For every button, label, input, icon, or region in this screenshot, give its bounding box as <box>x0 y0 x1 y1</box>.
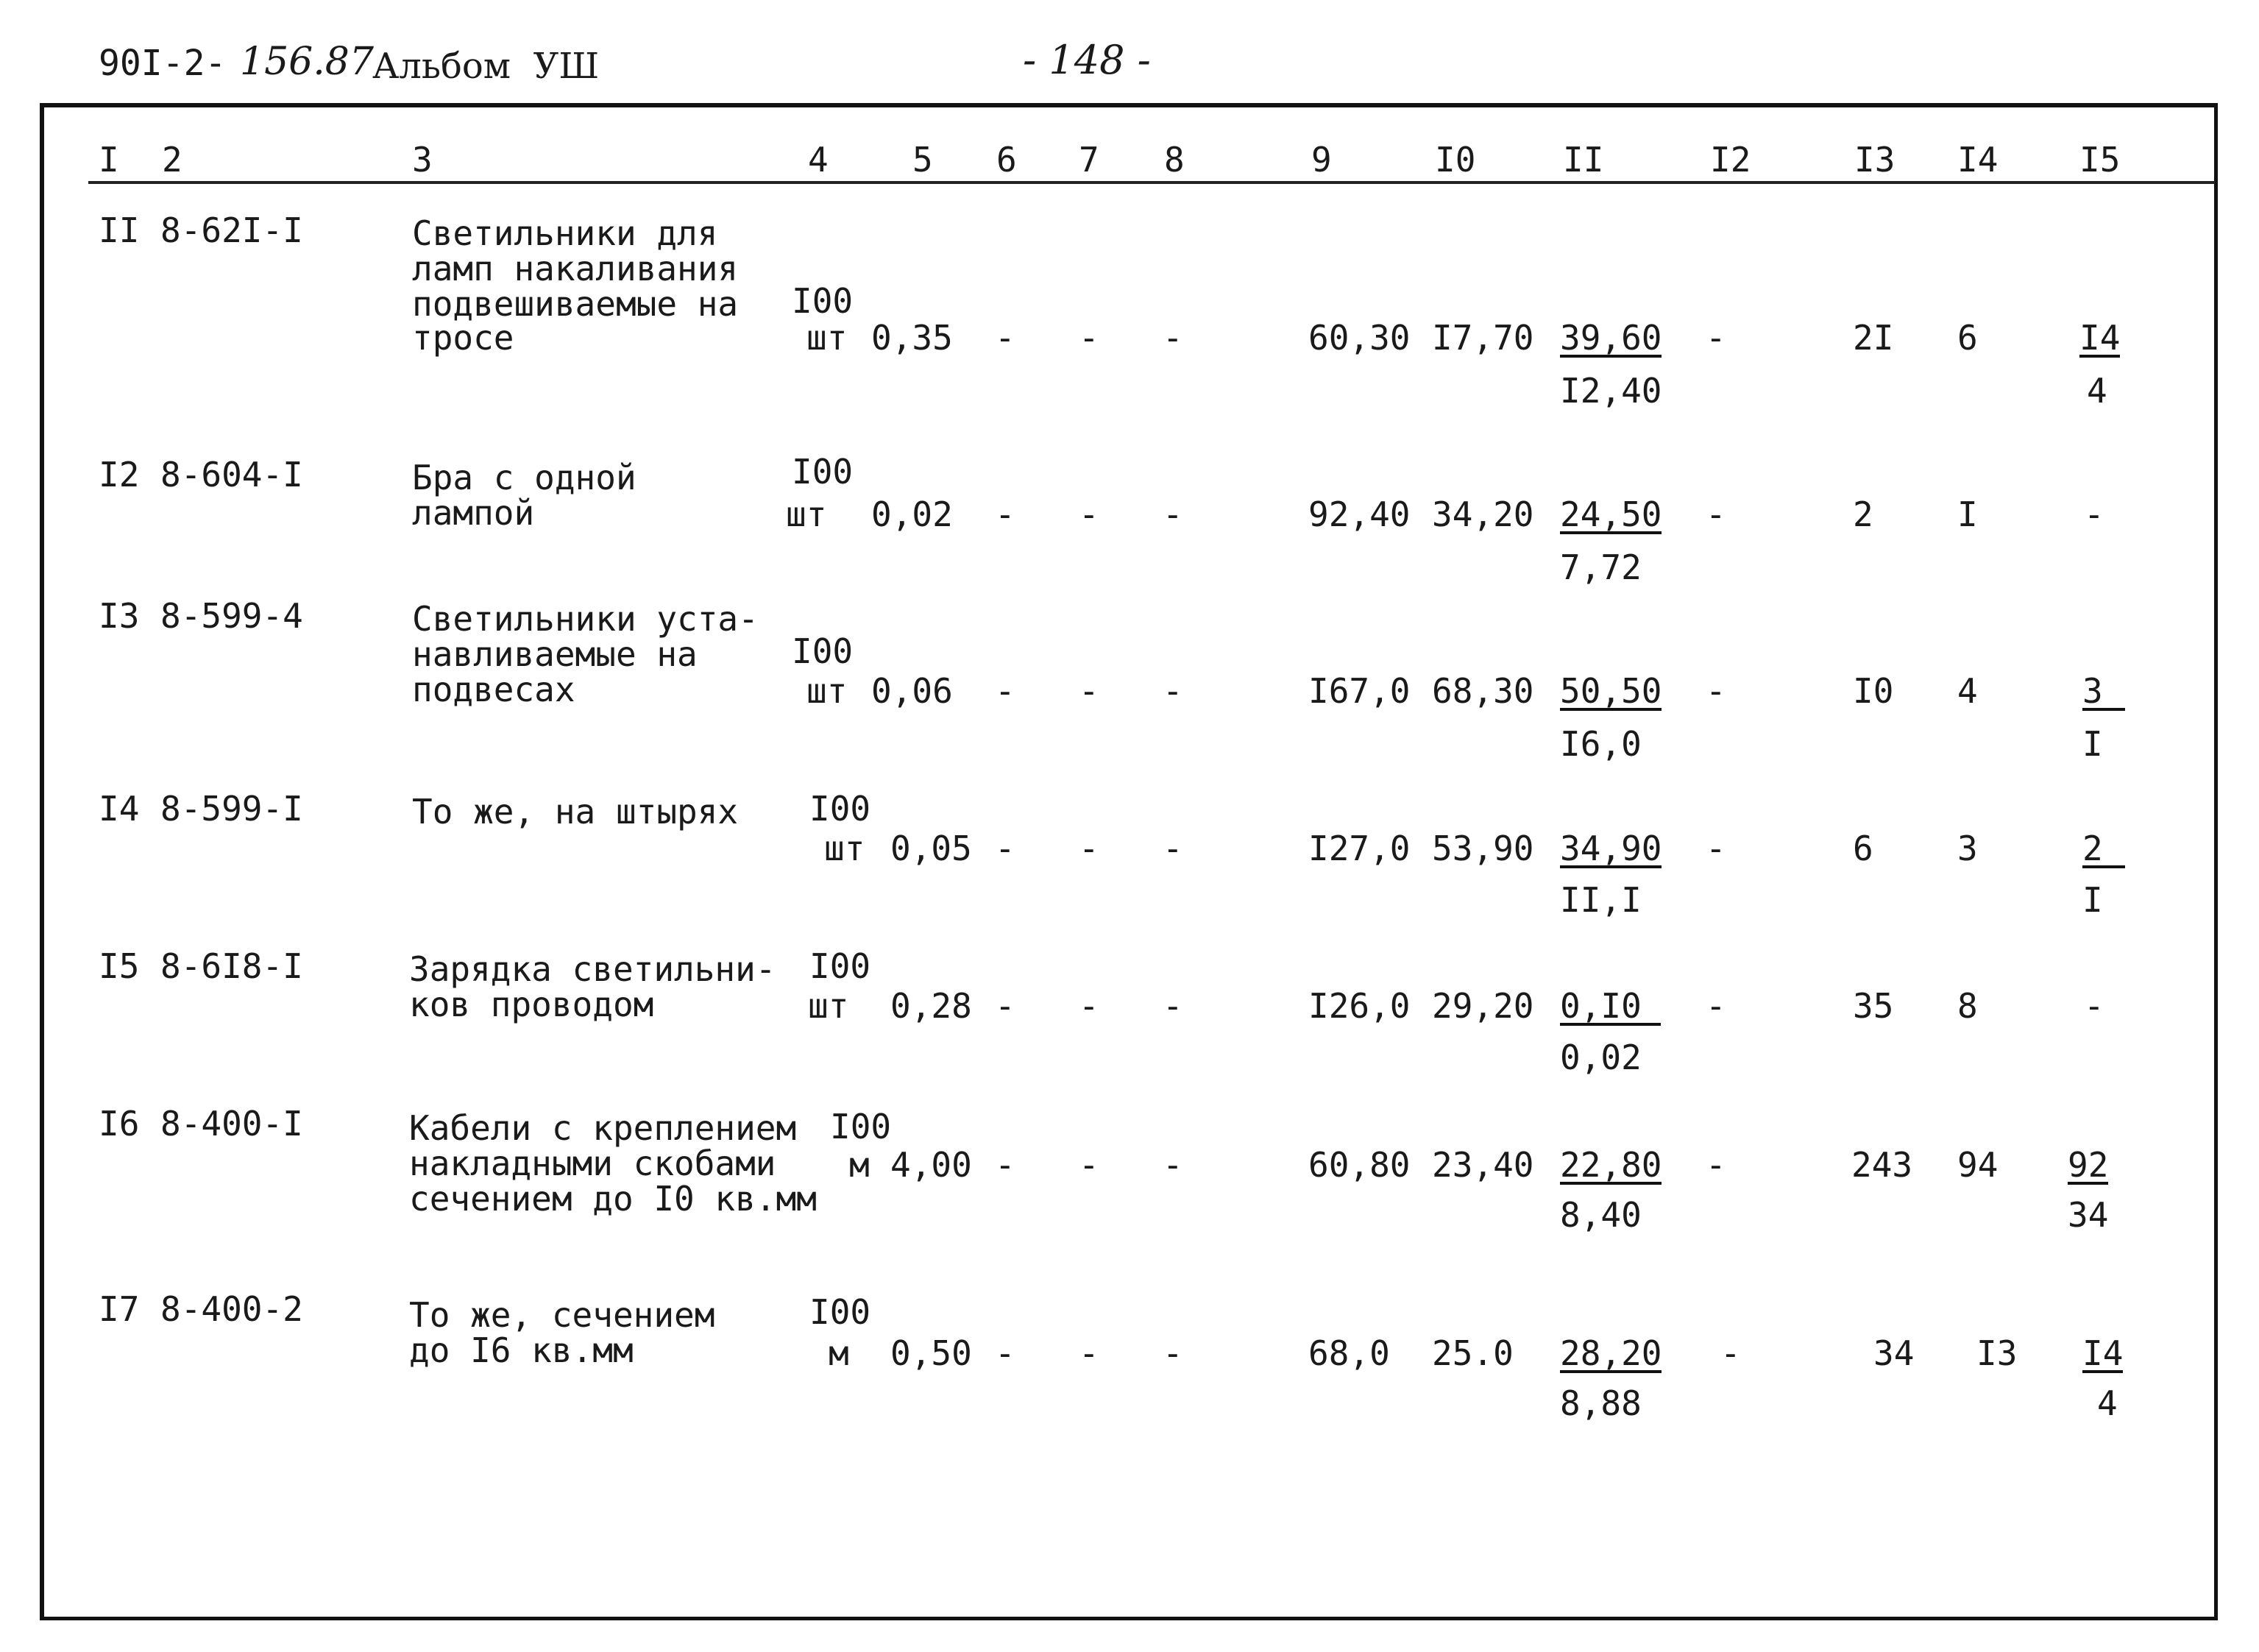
value-col15-bottom: 4 <box>2087 371 2107 411</box>
value-col9: I27,0 <box>1308 829 1411 868</box>
dash-cell: - <box>1706 494 1726 534</box>
dash-cell: - <box>1079 986 1099 1026</box>
dash-cell: - <box>1079 671 1099 711</box>
unit-base: I00 <box>830 1107 892 1146</box>
unit-name: м <box>849 1145 870 1185</box>
description-line: сечением до I0 кв.мм <box>409 1179 817 1219</box>
col-header: 5 <box>912 140 933 180</box>
value-col11-bottom: 8,40 <box>1560 1195 1642 1235</box>
value-col15-bottom: 34 <box>2068 1195 2109 1235</box>
dash-cell: - <box>1079 1333 1099 1373</box>
value-col15-bottom: I <box>2082 880 2103 920</box>
value-col14: 4 <box>1957 671 1978 711</box>
value-col9: 92,40 <box>1308 494 1411 534</box>
dash-cell: - <box>1163 494 1183 534</box>
dash-cell: - <box>2084 986 2104 1026</box>
unit-name: шт <box>806 671 848 711</box>
col-header: 6 <box>996 140 1017 180</box>
value-col10: 29,20 <box>1432 986 1534 1026</box>
rate-code: 8-599-4 <box>160 596 303 636</box>
description-line: Бра с одной <box>412 458 636 497</box>
col-header: 7 <box>1079 140 1099 180</box>
dash-cell: - <box>2084 494 2104 534</box>
dash-cell: - <box>1706 986 1726 1026</box>
description-line: подвесах <box>412 670 575 709</box>
unit-name: м <box>829 1333 849 1373</box>
unit-base: I00 <box>809 789 871 829</box>
value-col15-bottom: 4 <box>2097 1383 2118 1423</box>
value-col14: 94 <box>1957 1145 1999 1185</box>
description-line: Светильники уста- <box>412 599 759 639</box>
description-line: накладными скобами <box>409 1144 776 1183</box>
value-col10: I7,70 <box>1432 318 1534 358</box>
description-line: То же, сечением <box>409 1295 715 1335</box>
description-line: тросе <box>412 318 514 358</box>
dash-cell: - <box>995 986 1015 1026</box>
row-number: II <box>99 210 140 250</box>
rate-code: 8-599-I <box>160 789 303 829</box>
col-header: I5 <box>2079 140 2121 180</box>
value-col9: 60,80 <box>1308 1145 1411 1185</box>
quantity: 0,28 <box>890 986 972 1026</box>
unit-base: I00 <box>809 1292 871 1332</box>
dash-cell: - <box>995 318 1015 358</box>
dash-cell: - <box>1163 986 1183 1026</box>
col-header: II <box>1563 140 1604 180</box>
value-col11-top: 22,80 <box>1560 1145 1662 1185</box>
value-col11-top: 50,50 <box>1560 671 1662 711</box>
dash-cell: - <box>1079 1145 1099 1185</box>
unit-name: шт <box>808 986 849 1026</box>
quantity: 4,00 <box>890 1145 972 1185</box>
row-number: I4 <box>99 789 140 829</box>
row-number: I3 <box>99 596 140 636</box>
dash-cell: - <box>1079 829 1099 868</box>
dash-cell: - <box>1706 318 1726 358</box>
value-col14: 8 <box>1957 986 1978 1026</box>
col-header: I3 <box>1854 140 1895 180</box>
value-col15-top: 2 <box>2082 832 2125 868</box>
value-col11-top: 24,50 <box>1560 494 1662 534</box>
quantity: 0,50 <box>890 1333 972 1373</box>
col-header: I2 <box>1710 140 1751 180</box>
row-number: I7 <box>99 1289 140 1329</box>
value-col11-bottom: II,I <box>1560 880 1642 920</box>
rate-code: 8-400-I <box>160 1104 303 1144</box>
col-header: 9 <box>1311 140 1332 180</box>
description-line: ков проводом <box>409 985 654 1024</box>
rate-code: 8-604-I <box>160 455 303 494</box>
value-col13: 6 <box>1853 829 1873 868</box>
description-line: Зарядка светильни- <box>409 949 776 989</box>
value-col9: I67,0 <box>1308 671 1411 711</box>
quantity: 0,02 <box>871 494 953 534</box>
dash-cell: - <box>995 829 1015 868</box>
dash-cell: - <box>995 1145 1015 1185</box>
value-col9: I26,0 <box>1308 986 1411 1026</box>
unit-base: I00 <box>792 281 854 321</box>
rate-code: 8-62I-I <box>160 210 303 250</box>
doc-number: 156.87 <box>240 40 374 84</box>
description-line: Кабели с креплением <box>409 1108 797 1148</box>
dash-cell: - <box>1079 318 1099 358</box>
value-col11-bottom: 7,72 <box>1560 547 1642 587</box>
doc-code: 90I-2- <box>99 43 227 84</box>
quantity: 0,06 <box>871 671 953 711</box>
album-label: Альбом УШ <box>372 46 600 87</box>
dash-cell: - <box>1163 829 1183 868</box>
value-col15-top: I4 <box>2082 1333 2124 1373</box>
rate-code: 8-6I8-I <box>160 946 303 986</box>
dash-cell: - <box>995 1333 1015 1373</box>
value-col13: 243 <box>1851 1145 1913 1185</box>
value-col14: I3 <box>1976 1333 2018 1373</box>
quantity: 0,05 <box>890 829 972 868</box>
rate-code: 8-400-2 <box>160 1289 303 1329</box>
value-col15-top: I4 <box>2079 318 2121 358</box>
unit-base: I00 <box>809 946 871 986</box>
value-col9: 60,30 <box>1308 318 1411 358</box>
value-col13: 2 <box>1853 494 1873 534</box>
dash-cell: - <box>995 494 1015 534</box>
row-number: I2 <box>99 455 140 494</box>
value-col15-bottom: I <box>2082 724 2103 764</box>
unit-name: шт <box>806 318 848 358</box>
value-col11-bottom: I2,40 <box>1560 371 1662 411</box>
description-line: ламп накаливания <box>412 249 739 288</box>
value-col15-top: 3 <box>2082 674 2125 711</box>
col-header: I4 <box>1957 140 1999 180</box>
quantity: 0,35 <box>871 318 953 358</box>
col-header: I0 <box>1435 140 1476 180</box>
header-rule <box>88 181 2215 184</box>
dash-cell: - <box>1163 318 1183 358</box>
unit-base: I00 <box>792 631 854 671</box>
dash-cell: - <box>1079 494 1099 534</box>
value-col13: 2I <box>1853 318 1894 358</box>
value-col13: I0 <box>1853 671 1894 711</box>
col-header: 3 <box>412 140 433 180</box>
row-number: I6 <box>99 1104 140 1144</box>
value-col14: I <box>1957 494 1978 534</box>
col-header: 2 <box>162 140 182 180</box>
value-col10: 25.0 <box>1432 1333 1514 1373</box>
description-line: до I6 кв.мм <box>409 1330 634 1370</box>
value-col14: 3 <box>1957 829 1978 868</box>
description-line: навливаемые на <box>412 634 698 674</box>
value-col11-bottom: 8,88 <box>1560 1383 1642 1423</box>
value-col10: 53,90 <box>1432 829 1534 868</box>
page-number: - 148 - <box>1023 37 1151 83</box>
value-col14: 6 <box>1957 318 1978 358</box>
unit-name: шт <box>786 494 827 534</box>
unit-base: I00 <box>792 452 854 492</box>
col-header: 8 <box>1164 140 1185 180</box>
row-number: I5 <box>99 946 140 986</box>
value-col11-bottom: I6,0 <box>1560 724 1642 764</box>
dash-cell: - <box>1163 1145 1183 1185</box>
description-line: То же, на штырях <box>412 792 739 832</box>
value-col15-top: 92 <box>2068 1145 2109 1185</box>
dash-cell: - <box>1163 1333 1183 1373</box>
value-col10: 23,40 <box>1432 1145 1534 1185</box>
value-col9: 68,0 <box>1308 1333 1390 1373</box>
col-header: 4 <box>808 140 829 180</box>
value-col10: 68,30 <box>1432 671 1534 711</box>
description-line: лампой <box>412 493 535 533</box>
description-line: подвешиваемые на <box>412 284 739 324</box>
dash-cell: - <box>1706 1145 1726 1185</box>
dash-cell: - <box>1706 829 1726 868</box>
value-col11-top: 34,90 <box>1560 829 1662 868</box>
value-col13: 35 <box>1853 986 1894 1026</box>
dash-cell: - <box>1163 671 1183 711</box>
value-col11-bottom: 0,02 <box>1560 1038 1642 1077</box>
value-col13: 34 <box>1873 1333 1915 1373</box>
value-col11-top: 39,60 <box>1560 318 1662 358</box>
col-header: I <box>99 140 119 180</box>
dash-cell: - <box>1706 671 1726 711</box>
dash-cell: - <box>995 671 1015 711</box>
dash-cell: - <box>1720 1333 1741 1373</box>
unit-name: шт <box>824 829 865 868</box>
description-line: Светильники для <box>412 213 718 253</box>
value-col10: 34,20 <box>1432 494 1534 534</box>
value-col11-top: 28,20 <box>1560 1333 1662 1373</box>
value-col11-top: 0,I0 <box>1560 989 1661 1026</box>
